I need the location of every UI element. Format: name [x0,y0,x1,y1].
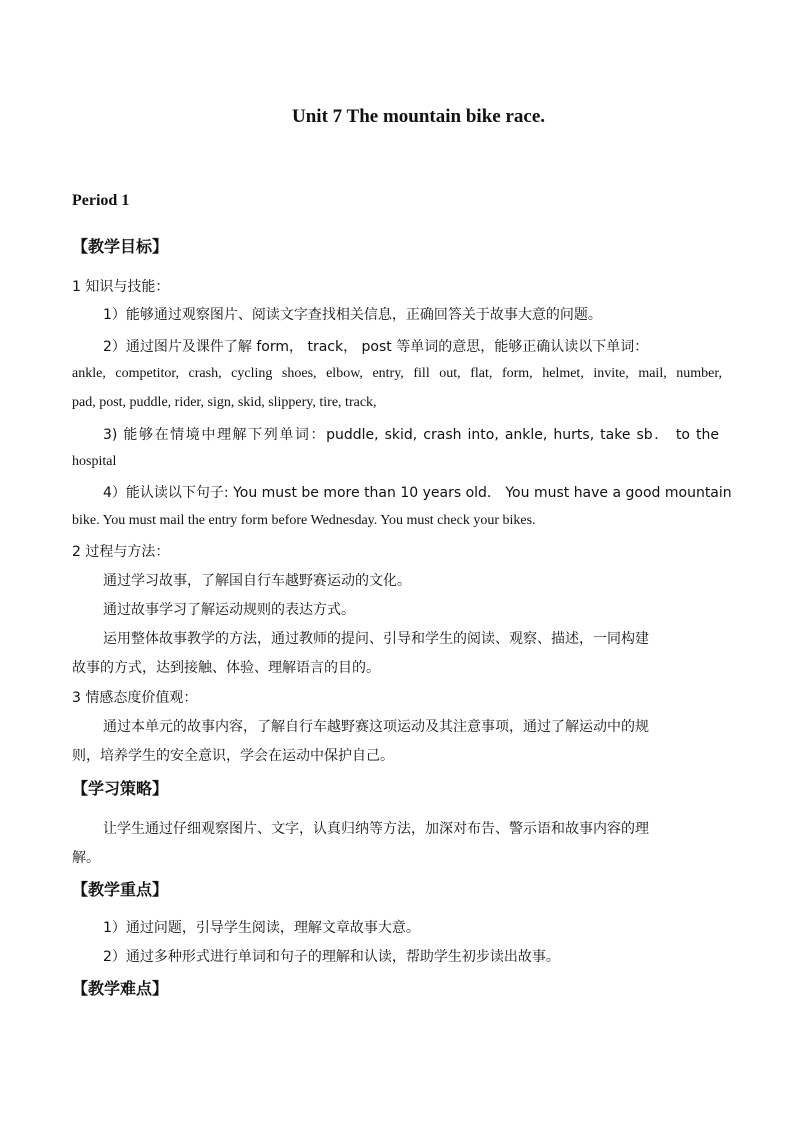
key-point-1: 1）通过问题，引导学生阅读，理解文章故事大意。 [103,920,420,936]
subsection-label-knowledge-skills: 1 知识与技能： [72,279,170,295]
strategy-paragraph: 让学生通过仔细观察图片、文字，认真归纳等方法，加深对布告、警示语和故事内容的理 [103,821,649,837]
objective-item-2: 2）通过图片及课件了解 form， track， post 等单词的意思，能够正确认读以下单词： [103,339,649,355]
subsection-label-process-methods: 2 过程与方法： [72,544,170,560]
period-heading: Period 1 [72,192,130,209]
document-title: Unit 7 The mountain bike race. [292,106,546,127]
values-paragraph: 通过本单元的故事内容，了解自行车越野赛这项运动及其注意事项，通过了解运动中的规 [103,719,649,735]
vocabulary-list-line-1: ankle, competitor, crash, cycling shoes, elbow, entry, fill out, flat, form, helmet, invite, mail, number, [72,366,722,381]
strategy-paragraph-continued: 解。 [72,850,100,866]
section-heading-difficulties: 【教学难点】 [72,979,169,998]
section-heading-key-points: 【教学重点】 [72,880,169,899]
vocabulary-list-line-2: pad, post, puddle, rider, sign, skid, slippery, tire, track, [72,395,377,410]
method-item-3-continued: 故事的方式，达到接触、体验、理解语言的目的。 [72,660,380,676]
method-item-2: 通过故事学习了解运动规则的表达方式。 [103,602,355,618]
objective-item-3: 3) 能够在情境中理解下列单词：puddle, skid, crash into, ankle, hurts, take sb． to the [103,427,719,443]
objective-item-3-continued: hospital [72,454,117,469]
key-point-2: 2）通过多种形式进行单词和句子的理解和认读，帮助学生初步读出故事。 [103,949,560,965]
section-heading-learning-strategies: 【学习策略】 [72,779,169,798]
objective-item-4-continued: bike. You must mail the entry form before Wednesday. You must check your bikes. [72,513,536,528]
method-item-3: 运用整体故事教学的方法，通过教师的提问、引导和学生的阅读、观察、描述，一同构建 [103,631,649,647]
values-paragraph-continued: 则，培养学生的安全意识，学会在运动中保护自己。 [72,748,394,764]
method-item-1: 通过学习故事，了解国自行车越野赛运动的文化。 [103,573,411,589]
objective-item-1: 1）能够通过观察图片、阅读文字查找相关信息，正确回答关于故事大意的问题。 [103,307,602,323]
objective-item-4: 4）能认读以下句子: You must be more than 10 years old． You must have a good mountain [103,485,732,501]
subsection-label-values: 3 情感态度价值观： [72,690,198,706]
section-heading-teaching-objectives: 【教学目标】 [72,237,169,256]
